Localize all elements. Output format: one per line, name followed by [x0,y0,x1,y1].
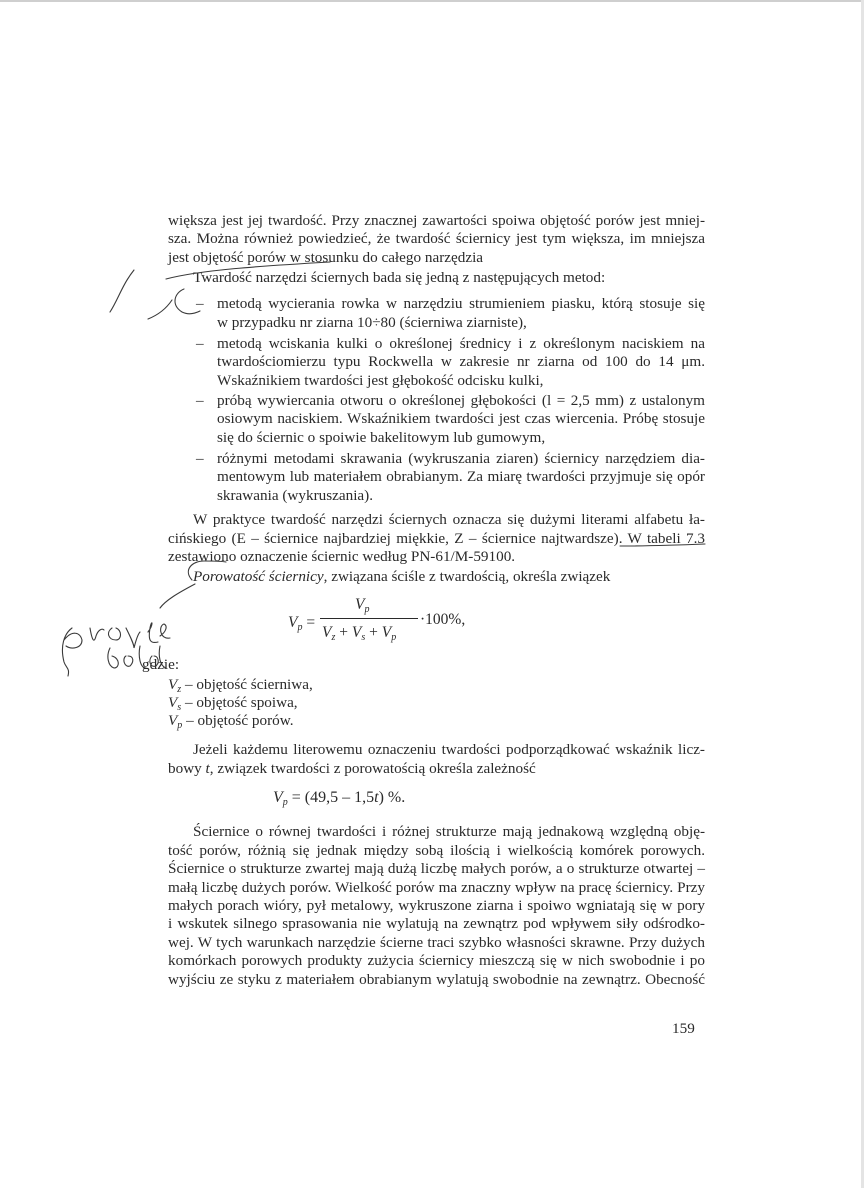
pen-circle-mark [188,561,226,580]
paragraph-6-line: Ściernice o równej twardości i różnej strukturze mają jednakową względną obję- [193,823,705,840]
method-3-line-1: próbą wywiercania otworu o określonej głębokości (l = 2,5 mm) z ustalonym [217,392,705,409]
bullet-dash: – [196,392,204,409]
paragraph-3-line-1: W praktyce twardość narzędzi ściernych oznacza się dużymi literami alfabetu ła- [193,511,705,528]
page-number: 159 [672,1020,695,1037]
paragraph-2-line-1: Twardość narzędzi ściernych bada się jedną z następujących metod: [193,269,606,286]
definition-vz: $V_z$ – objętość ścierniwa, [168,676,313,695]
method-3-line-3: się do ściernic o spoiwie bakelitowym lub gumowym, [217,429,546,446]
method-4-line-2: mentowym lub materiałem obrabianym. Za miarę twardości przyjmuje się opór [217,468,705,485]
bullet-dash: – [196,295,204,312]
paragraph-6-line: małych porach wióry, pył metalowy, wykruszone ziarna i spoiwo wgniatają się w pory [168,897,705,914]
paragraph-6-line: komórkach porowych produkty zużycia ściernicy mieszczą się w nich swobodnie i po [168,952,705,969]
paragraph-3-line-3: zestawiono oznaczenie ściernic według PN-61/M-59100. [168,548,516,565]
method-1-line-2: w przypadku nr ziarna 10÷80 (ścierniwa ziarniste), [217,314,527,331]
pen-underline-mark [166,262,330,279]
pen-bracket-mark [110,270,134,312]
bullet-dash: – [196,335,204,352]
method-2-line-1: metodą wciskania kulki o określonej średnicy i z określonym naciskiem na [217,335,705,352]
formula-porosity-hardness: $V_p = (49,5 - 1,5t)$ %. [273,789,406,808]
bullet-dash: – [196,450,204,467]
paragraph-6-line: i wskutek silnego sprasowania nie wylatują na zewnątrz pod wpływem siły odśrodko- [168,915,705,932]
gdzie-label: gdzie: [142,656,180,673]
porosity-term: Porowatość ściernicy [193,568,324,585]
method-4-line-3: skrawania (wykruszania). [217,487,374,504]
paragraph-6-line: wej. W tych warunkach narzędzie ścierne traci szybko własności skrawne. Przy dużych [168,934,705,951]
paragraph-4-rest: , związana ściśle z twardością, określa związek [323,568,611,585]
paragraph-1-line-3: jest objętość porów w stosunku do całego narzędzia [168,249,484,266]
paragraph-6-line: małą liczbę dużych porów. Wielkość porów ma znaczny wpływ na pracę ściernicy. Przy [168,879,705,896]
formula-tail: ·100%, [420,611,466,628]
pen-tail-mark [160,584,195,608]
handwriting-word-2 [108,646,166,668]
pen-paren-mark [175,289,200,314]
formula-porosity-lhs: $V_p$ = [288,614,316,633]
paragraph-5-line-2: bowy t, związek twardości z porowatością określa zależność [168,760,536,777]
paragraph-3-line-2: cińskiego (E – ściernice najbardziej miękkie, Z – ściernice najtwardsze). W tabeli 7.3 [168,530,705,547]
paragraph-1-line-2: sza. Można również powiedzieć, że twardość ściernicy jest tym większa, im mniejsza [168,230,705,247]
pen-underline-mark [620,544,705,546]
formula-denominator: $V_z + V_s + V_p$ [322,624,397,643]
definition-vp: $V_p$ – objętość porów. [168,712,294,731]
paragraph-5-line-1: Jeżeli każdemu literowemu oznaczeniu twardości podporządkować wskaźnik licz- [193,741,705,758]
method-2-line-2: twardościomierzu typu Rockwella w zakresie nr ziarna od 100 do 14 μm. [217,353,705,370]
method-4-line-1: różnymi metodami skrawania (wykruszania ziaren) ściernicy narzędziem dia- [217,450,705,467]
pen-curve-mark [148,300,172,319]
formula-numerator: $V_p$ [355,596,370,615]
paragraph-6-line: wyjściu ze styku z materiałem obrabianym wylatują swobodnie na zewnątrz. Obecność [168,971,705,988]
paragraph-1-line-1: większa jest jej twardość. Przy znacznej zawartości spoiwa objętość porów jest mniej- [168,212,705,229]
paragraph-6-line: tość porów, różnią się jednak między sobą ilością i wielkością komórek porowych. [168,842,705,859]
definition-vs: $V_s$ – objętość spoiwa, [168,694,298,713]
method-3-line-2: osiowym naciskiem. Wskaźnikiem twardości jest czas wiercenia. Próbę stosuje [217,410,705,427]
method-1-line-1: metodą wycierania rowka w narzędziu strumieniem piasku, którą stosuje się [217,295,705,312]
paragraph-6-line: Ściernice o strukturze zwartej mają dużą liczbę małych porów, a o strukturze otwartej – [168,860,705,877]
method-2-line-3: Wskaźnikiem twardości jest głębokość odcisku kulki, [217,372,544,389]
